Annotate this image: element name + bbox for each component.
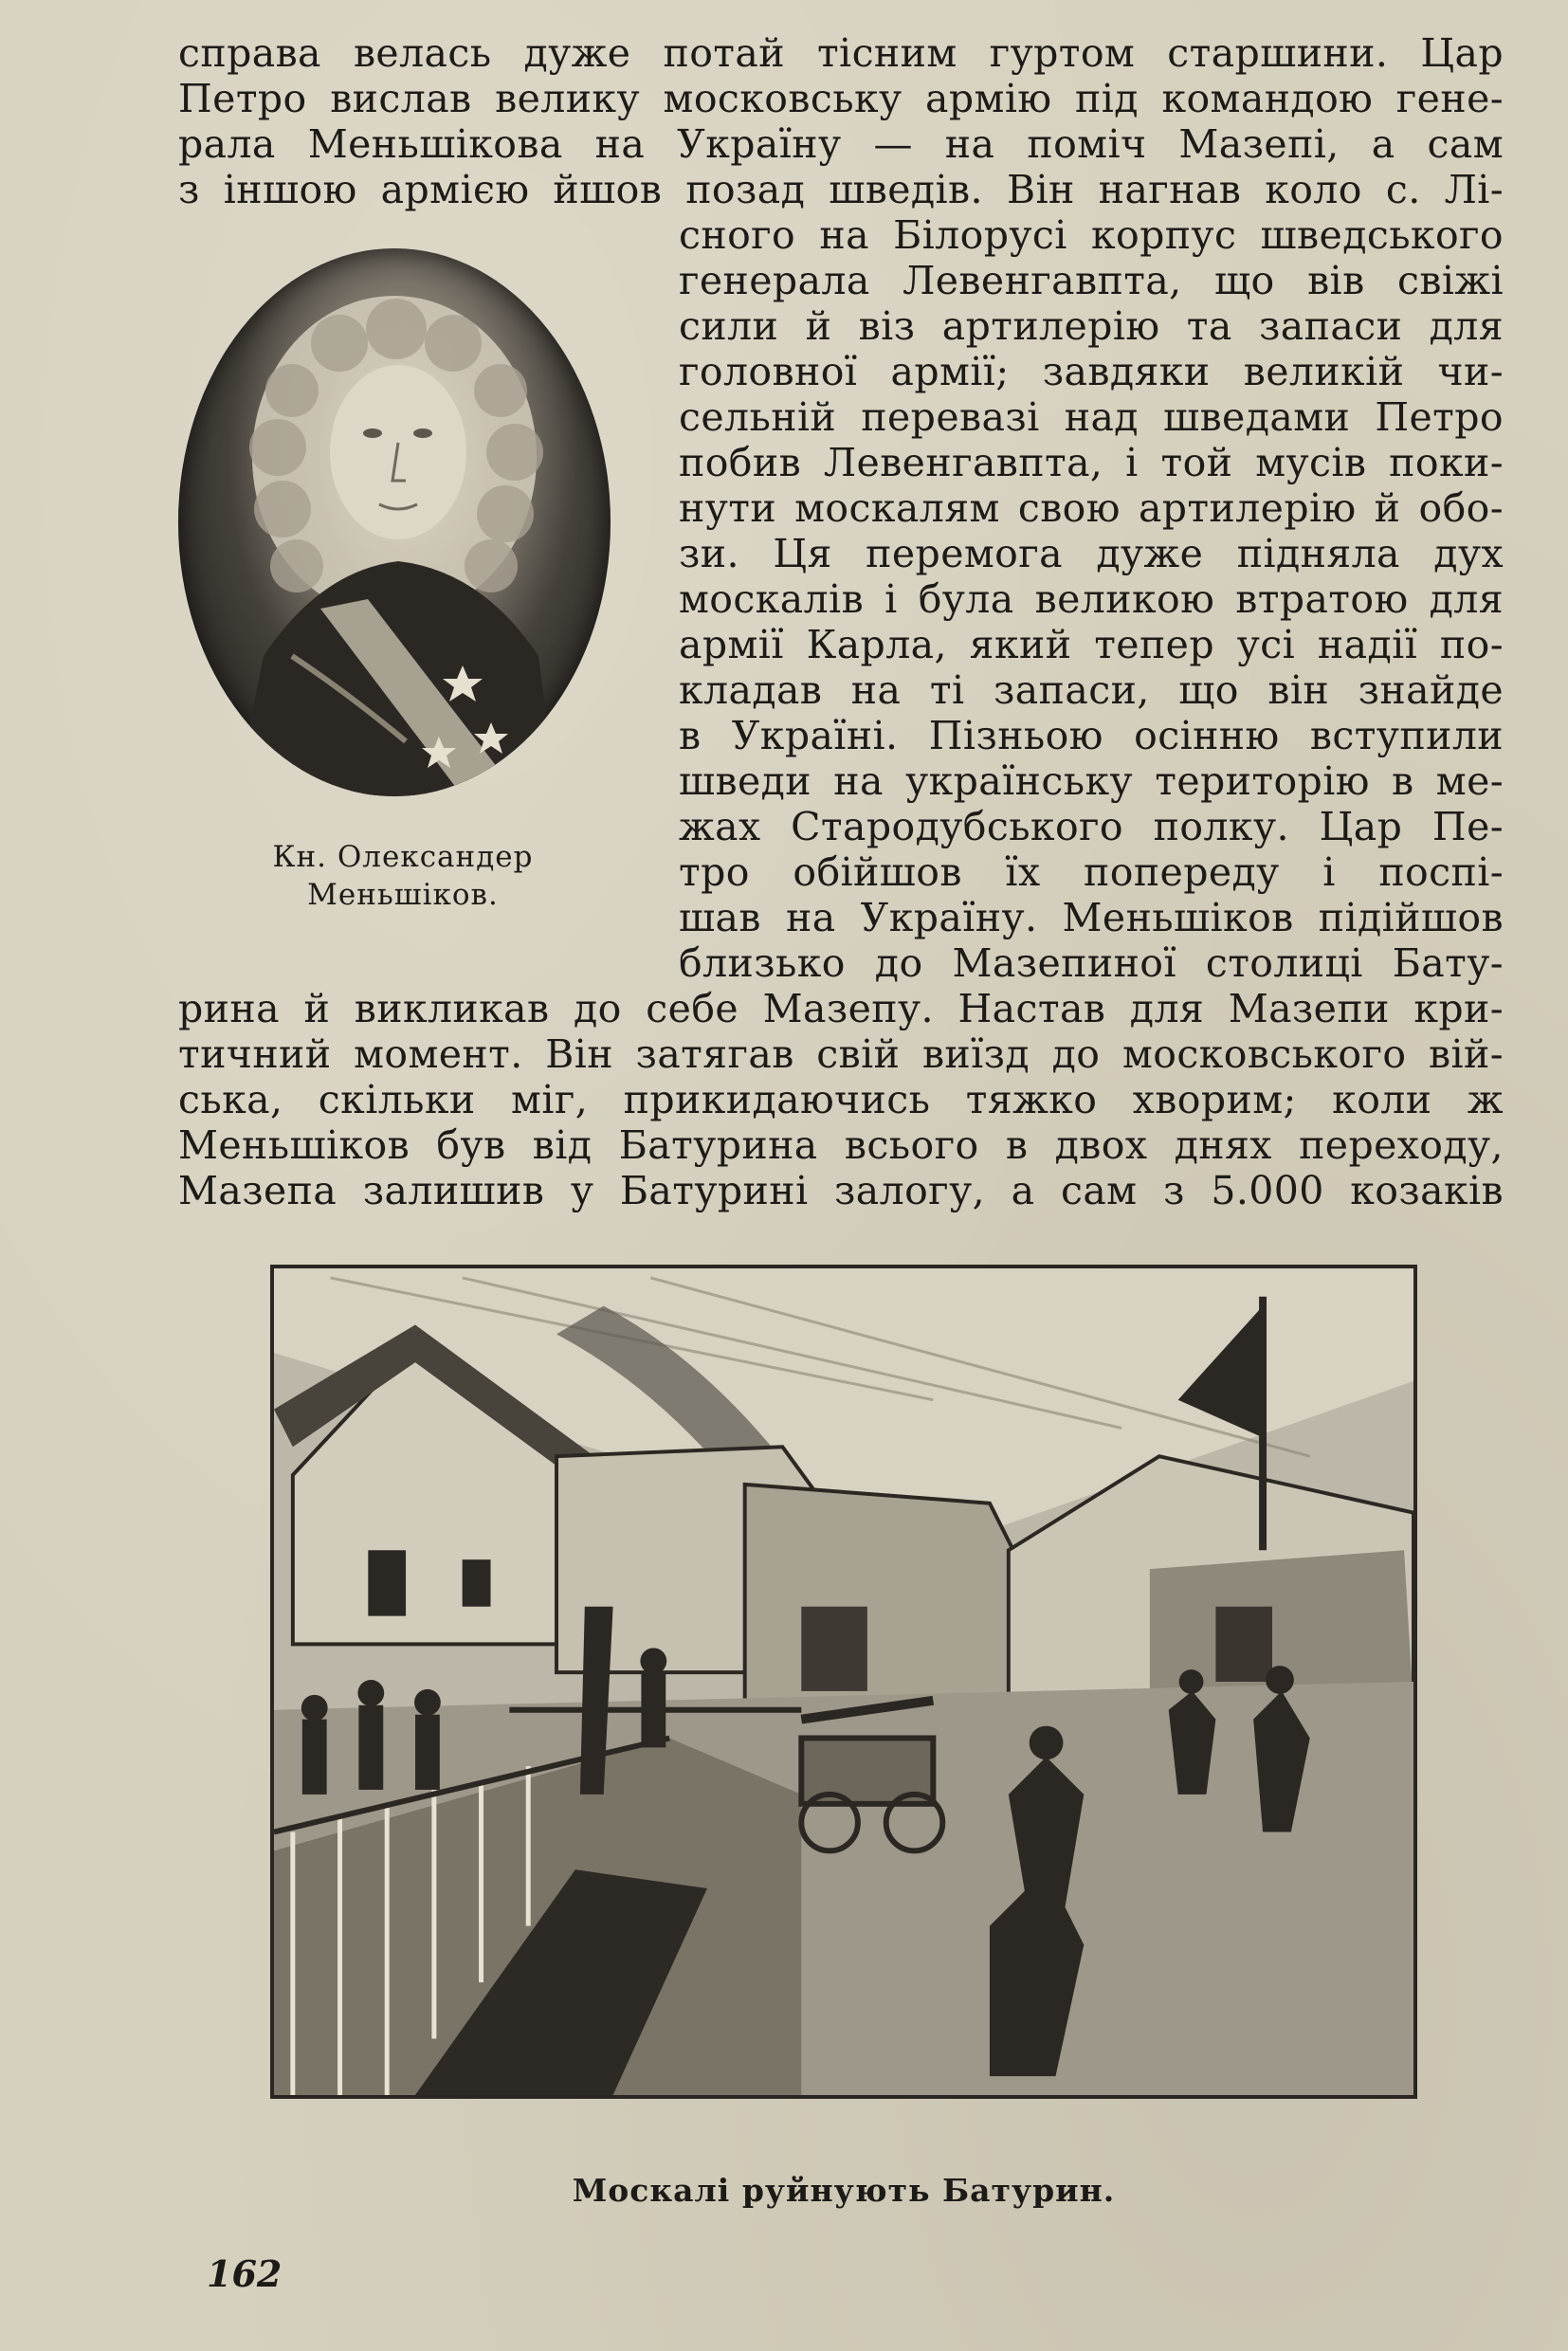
text-line: шведи на українську територію в ме- bbox=[679, 758, 1504, 804]
text-line: близько до Мазепиної столиці Бату- bbox=[679, 940, 1504, 986]
text-line: зи. Ця перемога дуже підняла дух bbox=[679, 531, 1504, 576]
text-line: жах Стародубського полку. Цар Пе- bbox=[679, 804, 1504, 849]
portrait-caption-line1: Кн. Олександер bbox=[272, 840, 534, 874]
text-line: тро обійшов їх попереду і поспі- bbox=[679, 849, 1504, 895]
text-line: в Україні. Пізньою осінню вступили bbox=[679, 713, 1504, 758]
text-line: Мазепа залишив у Батурині залогу, а сам з 5.000 козаків bbox=[178, 1168, 1504, 1213]
page-number: 162 bbox=[207, 2252, 283, 2295]
text-line: Меньшіков був від Батурина всього в двох днях переходу, bbox=[178, 1122, 1504, 1168]
text-line: армії Карла, який тепер усі надії по- bbox=[679, 622, 1504, 667]
text-line: справа велась дуже потай тісним гуртом старшини. Цар bbox=[178, 30, 1504, 76]
text-line: нути москалям свою артилерію й обо- bbox=[679, 485, 1504, 531]
portrait-image bbox=[178, 248, 611, 796]
text-line: головної армії; завдяки великій чи- bbox=[679, 349, 1504, 394]
text-line: сного на Білорусі корпус шведського bbox=[679, 212, 1504, 258]
text-line: рина й викликав до себе Мазепу. Настав для Мазепи кри- bbox=[178, 986, 1504, 1031]
baturyn-illustration bbox=[270, 1265, 1417, 2099]
text-line: шав на Україну. Меньшіков підійшов bbox=[679, 895, 1504, 940]
text-line: генерала Левенгавпта, що вів свіжі bbox=[679, 258, 1504, 303]
portrait-caption bbox=[237, 838, 569, 914]
text-line: кладав на ті запаси, що він знайде bbox=[679, 667, 1504, 713]
text-line: ська, скільки міг, прикидаючись тяжко хворим; коли ж bbox=[178, 1077, 1504, 1122]
illustration-drawing bbox=[274, 1268, 1413, 2095]
text-line: сили й віз артилерію та запаси для bbox=[679, 303, 1504, 349]
text-line: москалів і була великою втратою для bbox=[679, 576, 1504, 622]
illustration-caption: Москалі руйнують Батурин. bbox=[572, 2172, 1116, 2209]
text-line: з іншою армією йшов позад шведів. Він нагнав коло с. Лі- bbox=[178, 167, 1504, 212]
portrait-caption-line2: Меньшіков. bbox=[307, 878, 499, 912]
text-line: побив Левенгавпта, і той мусів поки- bbox=[679, 440, 1504, 485]
text-line: рала Меньшікова на Україну — на поміч Мазепі, а сам bbox=[178, 121, 1504, 167]
text-line: сельній перевазі над шведами Петро bbox=[679, 394, 1504, 440]
text-line: Петро вислав велику московську армію під командою гене- bbox=[178, 76, 1504, 121]
text-line: тичний момент. Він затягав свій виїзд до московського вій- bbox=[178, 1031, 1504, 1077]
portrait-drawing bbox=[178, 248, 611, 796]
